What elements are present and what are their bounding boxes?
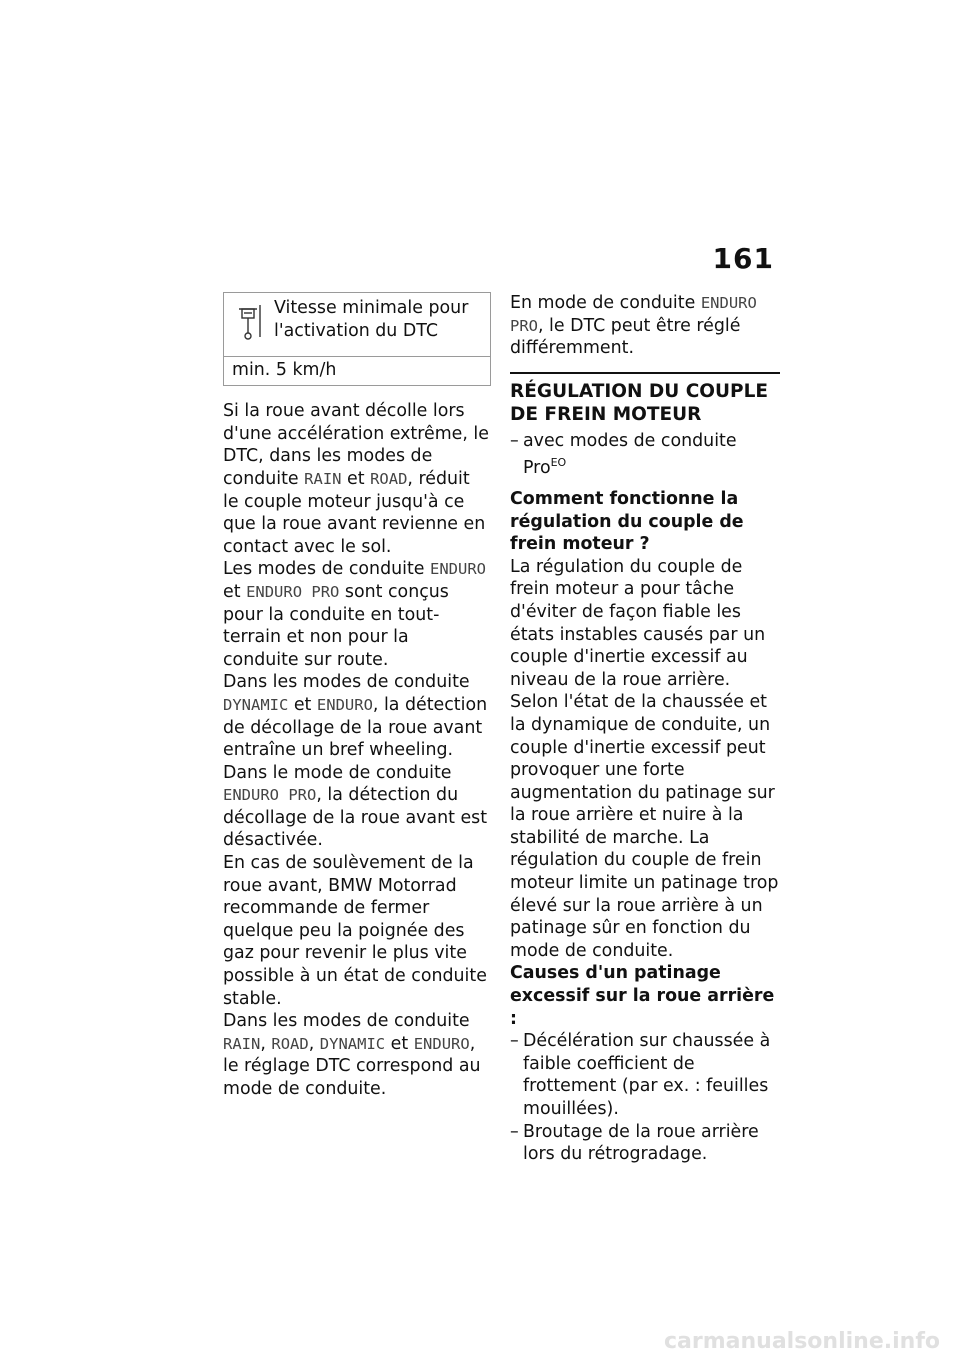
paragraph-offroad-modes: Les modes de conduite ENDURO et ENDURO PRO sont conçus pour la conduite en tout-terrain et non pour la conduite sur route. xyxy=(223,559,487,670)
page-number: 161 xyxy=(712,242,774,275)
spec-title: Vitesse minimale pour l'activation du DTC xyxy=(274,298,469,341)
subheading-how-it-works: Comment fonctionne la régulation du couple de frein moteur ? xyxy=(510,488,744,555)
paragraph-recommendation: En cas de soulèvement de la roue avant, BMW Motorrad recommande de fermer quelque peu la poignée des gaz pour revenir le plus vite possible à un état de conduite stable. xyxy=(223,853,487,1009)
mode-rain: RAIN xyxy=(223,1034,261,1053)
option-superscript: EO xyxy=(550,456,567,470)
spec-table xyxy=(223,292,491,386)
paragraph-how-it-works: La régulation du couple de frein moteur a pour tâche d'éviter de façon fiable les états instables causés par un couple d'inertie excessif au niveau de la roue arrière. Selon l'état de la chaussée et la dynamique de conduite, un couple d'inertie excessif peut provoquer une forte augmentation du patinage sur la roue arrière et nuire à la stabilité de marche. La régulation du couple de frein moteur limite un patinage trop élevé sur la roue arrière à un patinage sûr en fonction du mode de conduite. xyxy=(510,556,779,961)
option-list xyxy=(510,430,780,480)
paragraph-front-wheel-lift: Si la roue avant décolle lors d'une accélération extrême, le DTC, dans les modes de conduite RAIN et ROAD, réduit le couple moteur jusqu'à ce que la roue avant revienne en contact avec le sol. xyxy=(223,401,489,557)
paragraph-enduro-pro-detection: Dans le mode de conduite ENDURO PRO, la détection du décollage de la roue avant est désactivée. xyxy=(223,762,488,851)
mode-enduro: ENDURO xyxy=(316,695,373,714)
watermark: carmanualsonline.info xyxy=(664,1329,940,1354)
section-heading: RÉGULATION DU COUPLE DE FREIN MOTEUR xyxy=(510,380,769,425)
mode-enduro-pro: ENDURO PRO xyxy=(246,582,340,601)
causes-list xyxy=(510,1030,780,1166)
list-item: – Décélération sur chaussée à faible coefficient de frottement (par ex. : feuilles mouillées). xyxy=(510,1030,780,1120)
paragraph-enduro-pro-intro: En mode de conduite ENDURO PRO, le DTC peut être réglé différemment. xyxy=(510,293,757,359)
mode-dynamic: DYNAMIC xyxy=(319,1034,386,1053)
subheading-causes: Causes d'un patinage excessif sur la roue arrière : xyxy=(510,963,775,1029)
mode-road: ROAD xyxy=(271,1034,309,1053)
mode-enduro-pro: ENDURO PRO xyxy=(510,294,757,335)
mode-enduro-pro: ENDURO PRO xyxy=(223,786,317,805)
list-item: – Broutage de la roue arrière lors du rétrogradage. xyxy=(510,1121,780,1166)
dtc-gauge-icon xyxy=(236,303,264,350)
right-column xyxy=(510,292,780,1166)
left-column xyxy=(223,292,489,1101)
mode-enduro: ENDURO xyxy=(430,560,487,579)
option-item: – avec modes de conduite Pro$^{EO}$ xyxy=(510,430,780,480)
section-divider xyxy=(510,372,780,374)
spec-header xyxy=(224,293,490,357)
spec-value: min. 5 km/h xyxy=(232,359,337,380)
mode-rain: RAIN xyxy=(304,469,342,488)
paragraph-wheelie-detection: Dans les modes de conduite DYNAMIC et ENDURO, la détection de décollage de la roue avant entraîne un bref wheeling. xyxy=(223,672,488,761)
mode-road: ROAD xyxy=(370,469,408,488)
mode-enduro: ENDURO xyxy=(413,1034,470,1053)
paragraph-dtc-setting: Dans les modes de conduite RAIN, ROAD, DYNAMIC et ENDURO, le réglage DTC correspond au mode de conduite. xyxy=(223,1011,481,1099)
mode-dynamic: DYNAMIC xyxy=(223,695,289,714)
